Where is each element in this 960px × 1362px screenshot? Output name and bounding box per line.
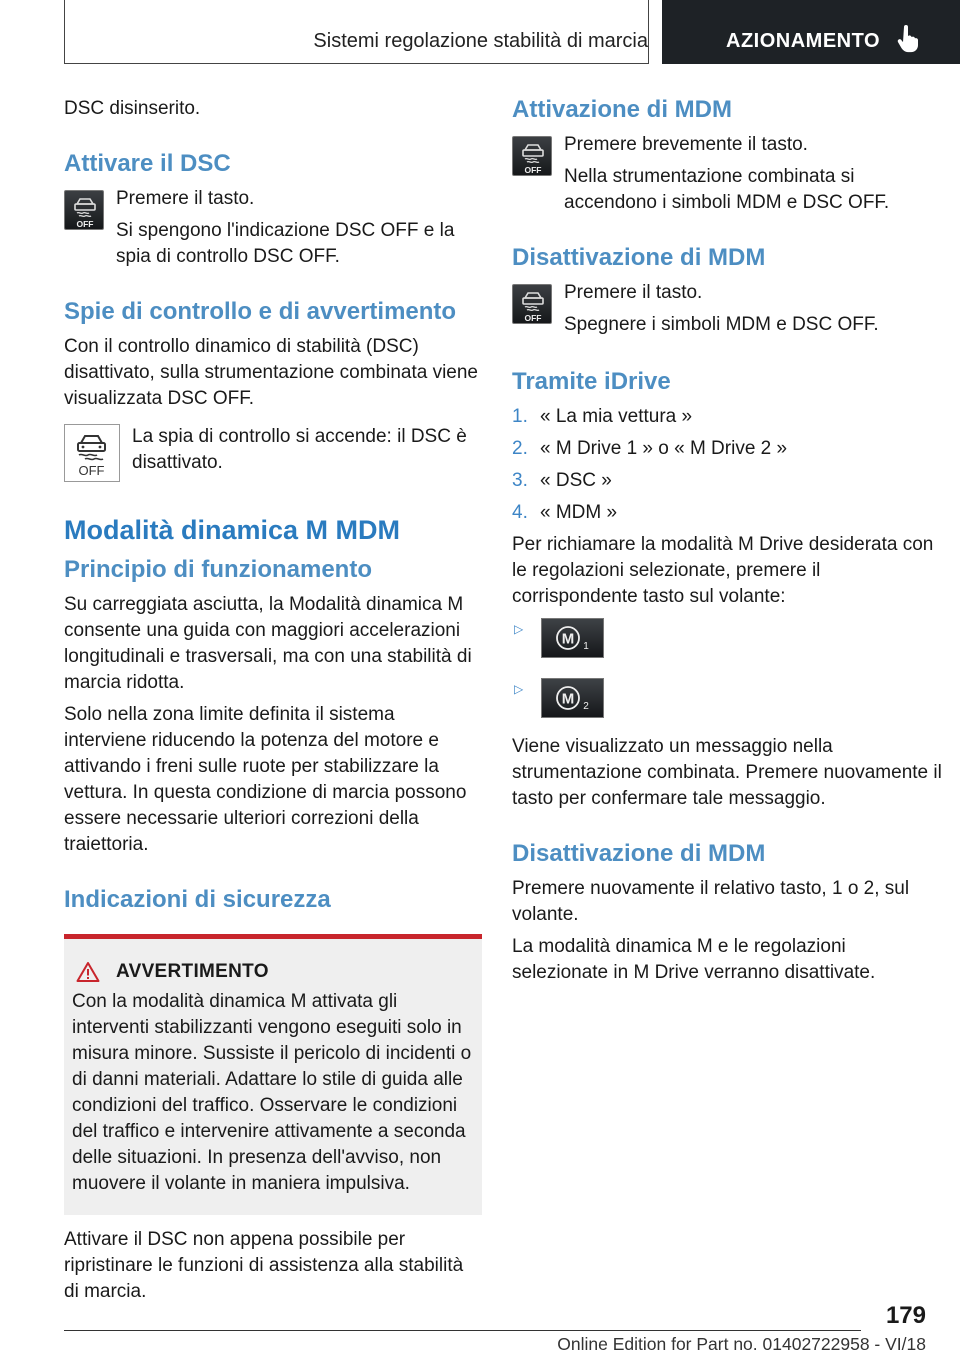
m1-steering-button bbox=[541, 618, 604, 658]
svg-text:M: M bbox=[561, 630, 575, 648]
svg-text:2: 2 bbox=[583, 701, 589, 712]
triangle-bullet-icon: ▷ bbox=[514, 682, 524, 696]
lamp-off-label: OFF bbox=[78, 463, 105, 478]
footer-divider bbox=[64, 1330, 861, 1331]
warning-text: Con la modalità dinamica M attivata gli interventi stabilizzanti vengono eseguiti solo in misura minore. Sussiste il pericolo di incidenti o di danni materiali. Adattare lo stile di guida alle condizioni del traffico. Osservare le condizioni del traffico e intervenire attivamente a seconda delle situazioni. In presenza dell'avviso, non muovere il volante in maniera impulsiva. bbox=[72, 991, 472, 1194]
dsc-off-warning-lamp-icon bbox=[64, 424, 120, 482]
warning-triangle-icon bbox=[76, 961, 100, 983]
dsc-off-label: OFF bbox=[76, 219, 94, 229]
principle-text-2: Solo nella zona limite definita il sistema interviene riducendo la potenza del motore e attivando i freni sulle ruote per stabilizzare la vettura. In questa condizione di marcia possono essere necessarie ulteriori correzioni della traiettoria. bbox=[64, 704, 467, 855]
m1-button-item bbox=[512, 618, 944, 670]
right-column bbox=[512, 96, 944, 992]
activate-dsc-result: Si spengono l'indicazione DSC OFF e la spia di controllo DSC OFF. bbox=[116, 220, 455, 267]
indicator-lamp-row bbox=[64, 424, 482, 486]
deactivation2-text-2: La modalità dinamica M e le regolazioni selezionate in M Drive verranno disattivate. bbox=[512, 936, 876, 983]
message-text: Viene visualizzato un messaggio nella strumentazione combinata. Premere nuovamente il tasto per confermare tale messaggio. bbox=[512, 736, 942, 809]
mdm-button-icon bbox=[512, 136, 552, 176]
mdm-off-label-2: OFF bbox=[524, 313, 542, 323]
indicators-text: Con il controllo dinamico di stabilità (DSC) disattivato, sulla strumentazione combinata viene visualizzata DSC OFF. bbox=[64, 336, 479, 409]
after-warning-text: Attivare il DSC non appena possibile per ripristinare le funzioni di assistenza alla stabilità di marcia. bbox=[64, 1229, 464, 1302]
warning-box bbox=[64, 934, 482, 1215]
heading-deactivation-mdm-2: Disattivazione di MDM bbox=[512, 840, 766, 867]
hand-pointer-icon bbox=[896, 25, 920, 53]
deactivation-mdm-row bbox=[512, 280, 944, 340]
idrive-steps bbox=[512, 404, 944, 526]
deactivation2-text-1: Premere nuovamente il relativo tasto, 1 o 2, sul volante. bbox=[512, 878, 910, 925]
svg-text:M: M bbox=[561, 690, 575, 708]
heading-principle: Principio di funzionamento bbox=[64, 556, 372, 583]
mdm-button-icon-2 bbox=[512, 284, 552, 324]
warning-header bbox=[72, 961, 474, 983]
heading-indicators: Spie di controllo e di avvertimento bbox=[64, 298, 457, 325]
list-item: 4. « MDM » bbox=[512, 502, 618, 523]
principle-text-1: Su carreggiata asciutta, la Modalità dinamica M consente una guida con maggiori accelerazioni longitudinali e trasversali, ma con una stabilità di marcia ridotta. bbox=[64, 594, 472, 693]
chapter-tab[interactable] bbox=[662, 0, 960, 64]
chapter-label: AZIONAMENTO bbox=[726, 30, 881, 52]
page-number: 179 bbox=[885, 1302, 926, 1329]
deactivation-result: Spegnere i simboli MDM e DSC OFF. bbox=[564, 314, 879, 335]
deactivation-step: Premere il tasto. bbox=[564, 282, 703, 303]
heading-safety: Indicazioni di sicurezza bbox=[64, 886, 331, 913]
idrive-text: Per richiamare la modalità M Drive desiderata con le regolazioni selezionate, premere il corrispondente tasto sul volante: bbox=[512, 534, 934, 607]
heading-activate-dsc: Attivare il DSC bbox=[64, 150, 231, 177]
activation-step: Premere brevemente il tasto. bbox=[564, 134, 808, 155]
activation-result: Nella strumentazione combinata si accendono i simboli MDM e DSC OFF. bbox=[564, 166, 890, 213]
left-column bbox=[64, 96, 482, 1311]
list-item: 1. « La mia vettura » bbox=[512, 406, 693, 427]
list-item: 2. « M Drive 1 » o « M Drive 2 » bbox=[512, 438, 788, 459]
edition-text: Online Edition for Part no. 01402722958 - VI/18 bbox=[557, 1334, 926, 1354]
activation-mdm-row bbox=[512, 132, 944, 216]
intro-text: DSC disinserito. bbox=[64, 98, 201, 119]
m2-button-item bbox=[512, 678, 944, 730]
indicator-lamp-text: La spia di controllo si accende: il DSC è disattivato. bbox=[132, 426, 467, 473]
heading-activation-mdm: Attivazione di MDM bbox=[512, 96, 732, 123]
svg-text:1: 1 bbox=[583, 641, 589, 652]
heading-deactivation-mdm: Disattivazione di MDM bbox=[512, 244, 766, 271]
heading-mdm: Modalità dinamica M MDM bbox=[64, 515, 401, 545]
warning-title: AVVERTIMENTO bbox=[116, 961, 269, 982]
section-title: Sistemi regolazione stabilità di marcia bbox=[313, 30, 648, 52]
list-item: 3. « DSC » bbox=[512, 470, 612, 491]
activate-dsc-step: Premere il tasto. bbox=[116, 188, 255, 209]
m2-steering-button bbox=[541, 678, 604, 718]
dsc-off-button-icon bbox=[64, 190, 104, 230]
heading-idrive: Tramite iDrive bbox=[512, 368, 671, 395]
triangle-bullet-icon: ▷ bbox=[514, 622, 524, 636]
mdm-off-label: OFF bbox=[524, 165, 542, 175]
activate-dsc-row bbox=[64, 186, 482, 270]
